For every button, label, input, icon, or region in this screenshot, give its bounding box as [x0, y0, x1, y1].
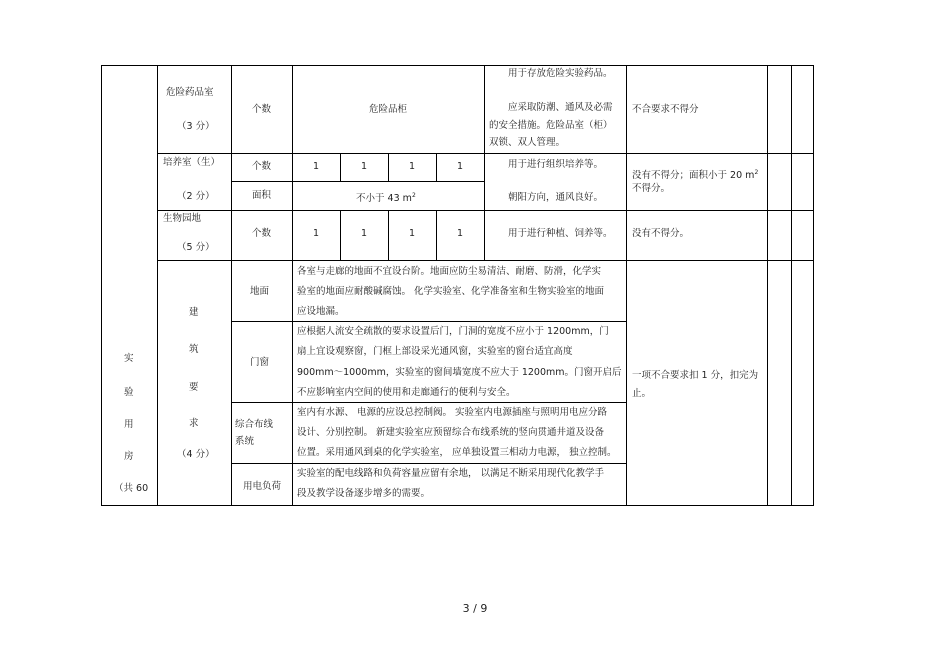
floor-text-line: 各室与走廊的地面不宜设台阶。地面应防尘易清洁、耐磨、防滑，化学实 — [297, 266, 602, 277]
wiring-text-line: 位置。采用通风到桌的化学实验室， 应单独设置三相动力电源， 独立控制。 — [297, 447, 617, 458]
building-score: （4 分） — [177, 449, 215, 460]
area-requirement: 不小于 43 $m^2$ — [356, 192, 416, 205]
door-text-line: 应根据人流安全疏散的要求设置后门，门洞的宽度不应小于 1200mm，门 — [297, 326, 609, 337]
building-label-char: 筑 — [189, 344, 199, 355]
section-char: 验 — [124, 387, 134, 398]
row-score: （2 分） — [177, 191, 215, 202]
scoring-text: 不得分。 — [632, 183, 671, 194]
wiring-label: 综合布线 — [235, 419, 274, 430]
value-cell: 1 — [312, 228, 320, 239]
row-value: 危险品柜 — [368, 104, 407, 115]
door-text-line: 扇上宜设观察窗，门框上部设采光通风窗，实验室的窗台适宜高度 — [297, 346, 573, 357]
requirement-line: 用于存放危险实验药品。 — [508, 68, 613, 79]
wiring-label: 系统 — [235, 436, 255, 447]
floor-label: 地面 — [250, 286, 270, 297]
floor-text-line: 应设地漏。 — [297, 306, 345, 317]
floor-text-line: 验室的地面应耐酸碱腐蚀。 化学实验室、化学准备室和生物实验室的地面 — [297, 286, 605, 297]
section-score: （共 60 — [114, 483, 149, 494]
door-text-line: 不应影响室内空间的使用和走廊通行的便利与安全。 — [297, 387, 516, 398]
load-label: 用电负荷 — [243, 481, 282, 492]
requirement-line: 用于进行组织培养等。 — [508, 159, 604, 170]
scoring-text: 没有不得分；面积小于 20 $m^2$ — [632, 169, 759, 182]
value-cell: 1 — [312, 161, 320, 172]
row-score: （5 分） — [177, 242, 215, 253]
building-label-char: 求 — [189, 418, 199, 429]
row-name: 生物园地 — [163, 213, 202, 224]
requirement-line: 双锁、双人管理。 — [489, 137, 566, 148]
row-name: 培养室（生） — [163, 157, 221, 168]
value-cell: 1 — [408, 228, 416, 239]
scoring-text: 不合要求不得分 — [632, 104, 699, 115]
wiring-text-line: 设计、分别控制。 新建实验室应预留综合布线系统的竖向贯通井道及设备 — [297, 427, 605, 438]
value-cell: 1 — [360, 161, 368, 172]
row-metric: 个数 — [251, 228, 271, 239]
requirement-line: 用于进行种植、饲养等。 — [508, 228, 613, 239]
requirement-line: 的安全措施。危险品室（柜） — [489, 120, 613, 131]
section-char: 房 — [124, 451, 134, 462]
scoring-text: 止。 — [632, 388, 652, 399]
building-label-char: 建 — [189, 307, 199, 318]
value-cell: 1 — [360, 228, 368, 239]
requirement-line: 朝阳方向，通风良好。 — [508, 192, 604, 203]
wiring-text-line: 室内有水源、 电源的应设总控制阀。 实验室内电源插座与照明用电应分路 — [297, 407, 608, 418]
section-char: 用 — [124, 419, 134, 430]
door-text-line: 900mm～1000mm，实验室的窗间墙宽度不应大于 1200mm。门窗开启后 — [297, 367, 622, 378]
section-char: 实 — [124, 353, 134, 364]
value-cell: 1 — [456, 228, 464, 239]
page-number: 3 / 9 — [462, 602, 488, 615]
scoring-text: 一项不合要求扣 1 分，扣完为 — [632, 370, 759, 381]
load-text-line: 实验室的配电线路和负荷容量应留有余地， 以满足不断采用现代化教学手 — [297, 468, 605, 479]
requirement-line: 应采取防潮、通风及必需 — [508, 102, 613, 113]
row-name: 危险药品室 — [166, 87, 214, 98]
row-metric: 个数 — [251, 161, 271, 172]
door-label: 门窗 — [250, 357, 270, 368]
row-metric: 面积 — [251, 190, 271, 201]
value-cell: 1 — [456, 161, 464, 172]
value-cell: 1 — [408, 161, 416, 172]
building-label-char: 要 — [189, 382, 199, 393]
scoring-text: 没有不得分。 — [632, 228, 690, 239]
load-text-line: 段及教学设备逐步增多的需要。 — [297, 488, 431, 499]
row-score: （3 分） — [177, 121, 215, 132]
row-metric: 个数 — [251, 104, 271, 115]
